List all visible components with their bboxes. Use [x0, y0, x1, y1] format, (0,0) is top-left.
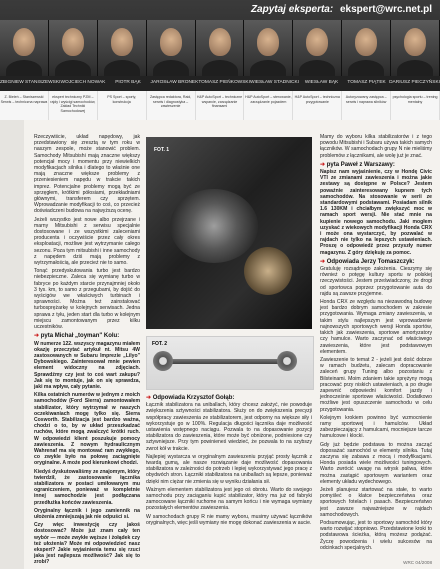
question-text: Czy więc inwestycję czy jakoś dostosować? Może już znam cały ten wybór — może zwykłe węższe i żołądek czy też ułożenia? Może mi odpowiedzieć nasz ekspert? Jakie wyjaśnienia temu się rzuci jaka jest najlepsza możliwość? Jak się to zrobi? [34, 522, 140, 566]
question-text: W numerze 122. wszyscy magazynu miałem okazję przeczytać artykuł nt. Mitsu 4W zastosowanych w Subaru Imprezie „Lilyo" Dybowskiego. Zainteresował mnie pewien element widoczny na zdjęciach. Sprawdźmy czy jest to coś wart zakupu? Jak się to montuje, jak on się sprawdza, jaki ma wpływ, cały pytanie. [34, 340, 140, 390]
question-heading: ➜ pyta Michał „toyman" Kolu: [34, 333, 120, 340]
question-text: Kiedyś dyskutowaliśmy ze znajomym, który twierdził, że zastosowanie łącznika stabilizatora w postaci umiłowanym mu ograniczeniem, ponieważ w kompletnie innej samochodzie jest podłączana przedłużka końców zawieszenia. [34, 468, 140, 506]
expert-roles-row [0, 91, 440, 120]
stabilizer-link-photo [146, 336, 314, 390]
article-column-1 [34, 134, 140, 564]
expert-email-link[interactable]: ekspert@wrc.net.pl [339, 4, 432, 15]
paragraph: Rzeczywiście, układ napędowy, jak przedstawiony się zresztą w tym roku w naszym zespole, może stanowić problem. Samochody Mitsubishi mają znaczne większy potencjał mocy i momentu przy niewielkich modyfikacjach silnika i dlatego to właśnie one mają znaczne większe problemy z przeniesieniem napędu w trakcie takich imprez. Potencjalne problemy mogą być ze sprzęgłem, krótkimi półosiami, przekładniami głównymi, transferem czy sprzętem. Wprowadzanie modyfikacji to coś, co przecież doświadczeni budowa na najwyższą ocenę. [34, 134, 140, 215]
expert-photo [147, 20, 196, 76]
expert-role: PS Sport – sporty, konstrukcja [98, 91, 147, 120]
expert-name: TOMASZ PIEŃKOWSKI [198, 80, 250, 85]
answer-heading: ➜ Odpowiada Jerzy Tomaszczyk: [320, 258, 415, 265]
photo-label: FOT. 2 [152, 341, 168, 347]
paragraph: Najlepiej wystarcza w oryginalnym zawieszeniu przyjąć prosty łącznik z twardą gumą, ale nasze rozwiązanie daje możliwość dopasowania stabilizatora w zależności do potrzeb i lepiej wykorzystywać jego pracę z obydwóch stron. Łączniki stabilizatora na uniballach są lepsze, ponieważ dzięki nim ciężar nie zmienia się w wyniku działania sił. [146, 453, 312, 485]
expert-photo [49, 20, 98, 76]
expert-photo [342, 20, 391, 76]
answer-heading: ➜ Odpowiada Krzysztof Gołąb: [146, 395, 235, 401]
photo-label: FOT. 1 [154, 147, 170, 153]
paragraph: Jeżeli wszystko jest nowe albo przejrzane i marny Mitsubishi z serwisu specjalnie dostosowane i ze wszystkimi zaleceniami producenta i oczywiście przez cały okres eksploatacji, możliwe jest wytrzymanie całego sezonu. Poza tym mitsubishi i inne samochody z napędem dziś mają problemy z wytrzymałością, ale przecież nie to samo. [34, 216, 140, 267]
header-title: Zapytaj eksperta: ekspert@wrc.net.pl [250, 4, 432, 15]
question-text: Kilka ostatnich numerów w jednym z moich samochodów (Ford Sierra) zamontowałem stabilizator, który wytrzymał w naszych oczekiwaniach mogę tylko się. Sierra Cosworth. Stabilizacja jest bardzo ważna, chodzi o to, by w układ przeszkadzać ruchów, które mogą zwalczyć krótki ruch. W odpowiedzi klient poszukuje pomocy zawieszenia. Z nowym hydraulicznym Wahrenaf ma się montować ram zwykłego, co zwykle było na połowę zaciągnięte oryginalne. A może pod kierunkowi chodzi. [34, 392, 140, 467]
paragraph: Kolejnym krokiem powinno być wzmocnienie ramy sportowej i hamulców. Układ zabezpieczający z hamulcami, mocniejsze tarcze hamulcowe i klocki. [320, 414, 432, 440]
expert-name: ZBIGNIEW STANISZEWSKI [0, 80, 61, 85]
expert-name: TOMASZ PIĄTEK [347, 80, 386, 85]
question-text: Napisz nam wyjaśnienie, czy w Hondę Civic VTI ze zmianami zawieszenia i można jakie zestawy są dostępne w Polsce? Jestem poważnie zainteresowany kupnem tych samochodów. Na stosowanie w serii ze standardowymi podstawami. Posiadam silnik 1.6 130KM i chciałbym zwiększyć moc w ramach sport wersji. Nie stać mnie na kupienie nowego samochodu. Jaki mogłem uzyskać z wiekowych modyfikacji Honda CRX i może ona wystarczyć, by pozwalać w rajdach nie tylko na lepszych ustawieniach. Proszę o odpowiedź przez przyszły numer magazynu. Z góry dziękuję za pomoc. [320, 169, 432, 256]
expert-name: WIESŁAW BĄK [304, 80, 339, 85]
paragraph: Mamy do wyboru kilka stabilizatorów i z tego powodu Mitsubishi i Subaru używa takich samych łączników. W samochodach grupy N nie mieliśmy problemów z łącznikami, ale wolę już je znać. [320, 134, 432, 159]
arrow-icon: ➜ [34, 333, 41, 340]
expert-name: WIESŁAW STADNICKI [249, 80, 299, 85]
expert-photo [196, 20, 245, 76]
expert-name: WOJCIECH NOWAK [60, 80, 106, 85]
expert-photo [0, 20, 49, 76]
paragraph: Podsumowując, jest to sportowy samochód który warto rozwijać stopniowo. Przedstawione kroki to podstawowa ścieżka, którą możesz podążać. Życzę powodzenia i wielu sukcesów na odcinkach specjalnych. [320, 519, 432, 551]
expert-name: PIOTR BĄK [115, 80, 141, 85]
page-margin [0, 120, 24, 569]
paragraph: Tonąć przedyskutowania turbo jest bardzo niebezpieczne. Zaleca się wymianę turbo w fabryce po każdym starcie przynajmniej około 3 tys. km, to samo z przegubami, by dojść do wyścigów we właściwych turbinach i sprawności. Można też zainstalować turbosprężarkę w kolejnych serwisach. Jedna sprawa z tyłu, jeden start dla turbo w kolejnym miejscu zamontowanym przez kilku uczestników. [34, 268, 140, 331]
paragraph: Ważnym elementem stabilizatora jest jego oś obrotu. Warto do swojego samochodu przy zaciąganiu kupić stabilizator, który ma już od fabryki zamocowane łączniki ruchome na samym końcu i nie wymaga wymiany pozostałych elementów zawieszenia. [146, 486, 312, 512]
expert-role: psychologia sportu – trening mentalny [391, 91, 440, 120]
arrow-icon: ➜ [320, 258, 327, 265]
expert-role: H&P AutoSport – sterowanie, zarządzanie pojazdem [244, 91, 293, 120]
expert-role: ekspert techniczny PZM – rajdy i wyścigi samochodów, Zakład Techniki Samochodowej [49, 91, 98, 120]
engine-photo [146, 137, 312, 329]
expert-photo [98, 20, 147, 76]
article-column-2 [146, 392, 312, 564]
question-heading: ➜ pyta Paweł z Warszawy: [320, 161, 395, 168]
expert-role: Z. Bieleń – Staniszewski Serwis – techniczna naprawa [0, 91, 49, 120]
expert-name: JAROSŁAW BRONEK [150, 80, 199, 85]
page-footer: WRC 04/2008 [403, 560, 432, 565]
paragraph: Zawieszenie to temat 2 - jeżeli jest dość dobrze w ramach budżetu, zalecam dopracowanie zaleceń grupy Tuning albo pozostaniu z Bilsteinami. Moim zdaniem takie sprężyny mogą pracować przy niskich ustawieniach, a po drugie zapewnić odpowiedni komfort jazdy i jednocześnie sportowe właściwości. Dodatkowo możliwe jest opuszczenie samochodu w celu przygotowania. [320, 356, 432, 413]
expert-photo [293, 20, 342, 76]
expert-role: H&P AutoSport – techniczna przygotowanie [293, 91, 342, 120]
expert-role: Autoryzowany zastępca – serwis i naprawa silników [342, 91, 391, 120]
paragraph: Gdy już będzie podstawa to można zacząć doposażać samochód w elementy silnika. Tutaj zaczyna się zabawa z mocą i modyfikacjami. Honda posiada wiele możliwości tuningowych. Warto zwrócić uwagę na wtrysk paliwa, które można zastąpić sportowym wariantem oraz elementy układu wydechowego. [320, 441, 432, 485]
expert-role: Zastępca redaktora, Raid, serwis i diagnostyka – zawieszenie [147, 91, 196, 120]
expert-header [0, 0, 440, 120]
paragraph: W samochodach grupy R nie mamy wyboru, musimy używać łączników oryginalnych, więc jeśli wymiany nie mogę dokonać zawieszenia w aucie. [146, 513, 312, 526]
question-text: Oryginalny łącznik i jego zamiennik na ułożenia zmniejszają jak nie odpuści si. [34, 507, 140, 520]
paragraph: Łącznik stabilizatora na uniballach, który chcesz założyć, nie powoduje zwiększenia sztywności stabilizatora. Służy on do zwiększenia precyzji współpracy zawieszenia ze stabilizatorem, jest odporny na większe siły i wykorzystuje go w 100%. Regulacja długości łącznika daje możliwość ustawienia wstępnego naciągu. Pozwala to na dopasowanie pozycji stabilizatora do zawieszenia, które może być obniżone, podniesione czy sztywniejsze. Przy tym powinieneś wiedzieć, że pozwala to na szybszy zwrot kół w trakcie. [146, 402, 312, 452]
paragraph: Jeżeli planujesz startować na stałe, to warto pomyśleć o klatce bezpieczeństwa oraz sportowych fotelach i pasach. Bezpieczeństwo jest zawsze najważniejsze w rajdach samochodowych. [320, 486, 432, 518]
expert-photo-row [0, 20, 440, 76]
arrow-icon: ➜ [320, 161, 327, 168]
arrow-icon: ➜ [146, 395, 153, 401]
article-column-3 [320, 134, 432, 558]
paragraph: Gratuluję rozsądnego założenia. Cieszymy się również o potęgę kultury sportu w polskiej rzeczywistości. Jestem przeświadczony, że drogi od sportowca poprzez przygotowanie auta do rajdu są zawsze przyjemne. [320, 266, 432, 297]
expert-role: H&P AutoSport – techniczne wsparcie, zarządzanie finansami [196, 91, 245, 120]
expert-names-row [0, 76, 440, 90]
expert-photo [391, 20, 440, 76]
paragraph: Honda CRX ze względu na niezawodną budowę jest bardzo dobrym samochodem w zakresie przygotowania. Wymaga zmiany zawieszenia, w takim stylu najlepszym jest wprowadzenie najnowszych sportowych wersji Honda sportów, takich jak zawieszenia, sportowe amortyzatory czy hamulce. Warto zaczynać od właściwego zawieszenia, które jest podstawowym elementem. [320, 299, 432, 355]
expert-name: DARIUSZ PIECZYŃSKI [389, 80, 440, 85]
expert-photo [244, 20, 293, 76]
